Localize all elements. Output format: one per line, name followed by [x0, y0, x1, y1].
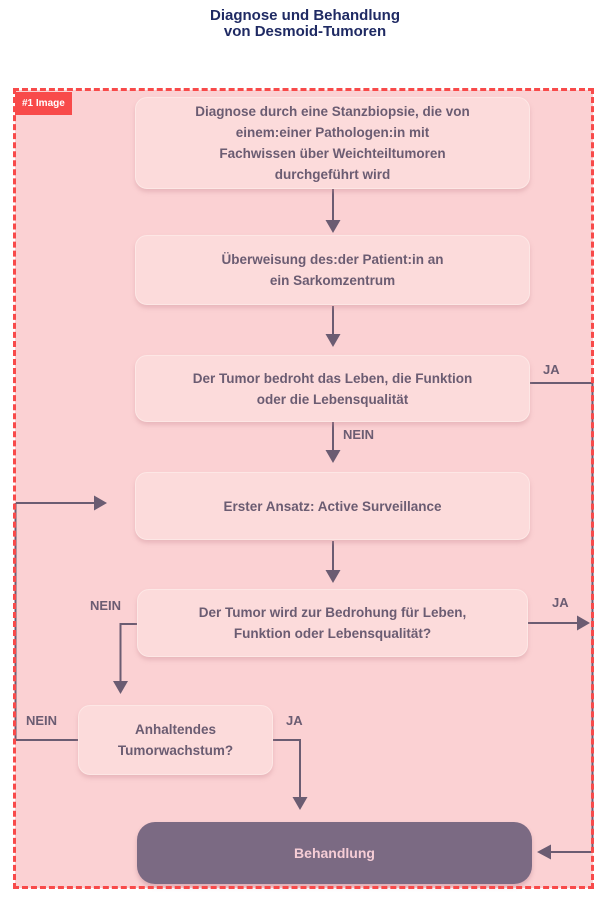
edge-label-ja: JA	[543, 362, 560, 377]
node-continued-growth	[78, 705, 273, 775]
node-tumor-threatens	[135, 355, 530, 422]
node-text-line: ein Sarkomzentrum	[269, 273, 396, 288]
node-text-line: einem:einer Pathologen:in mit	[235, 125, 430, 140]
node-referral-sarcoma-center	[135, 235, 530, 305]
node-text-line: oder die Lebensqualität	[256, 391, 409, 407]
node-text-line: Funktion oder Lebensqualität?	[233, 626, 432, 641]
edge-label-nein: NEIN	[90, 598, 122, 613]
page-title	[0, 8, 610, 40]
page-title-line-1: Diagnose und Behandlung	[210, 7, 400, 24]
node-text-line: Diagnose durch eine Stanzbiopsie, die von	[195, 104, 470, 119]
node-text-line: Fachwissen über Weichteiltumoren	[219, 146, 446, 161]
edge-label-nein: NEIN	[343, 427, 375, 442]
node-text-line: Anhaltendes	[134, 722, 216, 737]
node-text-line: Der Tumor wird zur Bedrohung für Leben,	[198, 605, 467, 620]
edge-label-ja: JA	[552, 595, 569, 610]
node-text-line: Erster Ansatz: Active Surveillance	[223, 498, 442, 514]
node-diagnosis-biopsy	[135, 97, 530, 189]
node-text-line: Tumorwachstum?	[117, 743, 234, 758]
node-text-line: durchgeführt wird	[274, 167, 391, 182]
node-text-line: Behandlung	[294, 844, 375, 861]
node-treatment	[137, 822, 532, 884]
node-active-surveillance	[135, 472, 530, 540]
node-text-line: Der Tumor bedroht das Leben, die Funktion	[192, 370, 473, 386]
node-text-line: Überweisung des:der Patient:in an	[221, 252, 444, 267]
page-title-line-2: von Desmoid-Tumoren	[223, 23, 387, 40]
node-tumor-becomes-threat	[137, 589, 528, 657]
edge-label-ja: JA	[286, 713, 303, 728]
edge-label-nein: NEIN	[26, 713, 58, 728]
annotation-badge: #1 Image	[15, 92, 72, 115]
